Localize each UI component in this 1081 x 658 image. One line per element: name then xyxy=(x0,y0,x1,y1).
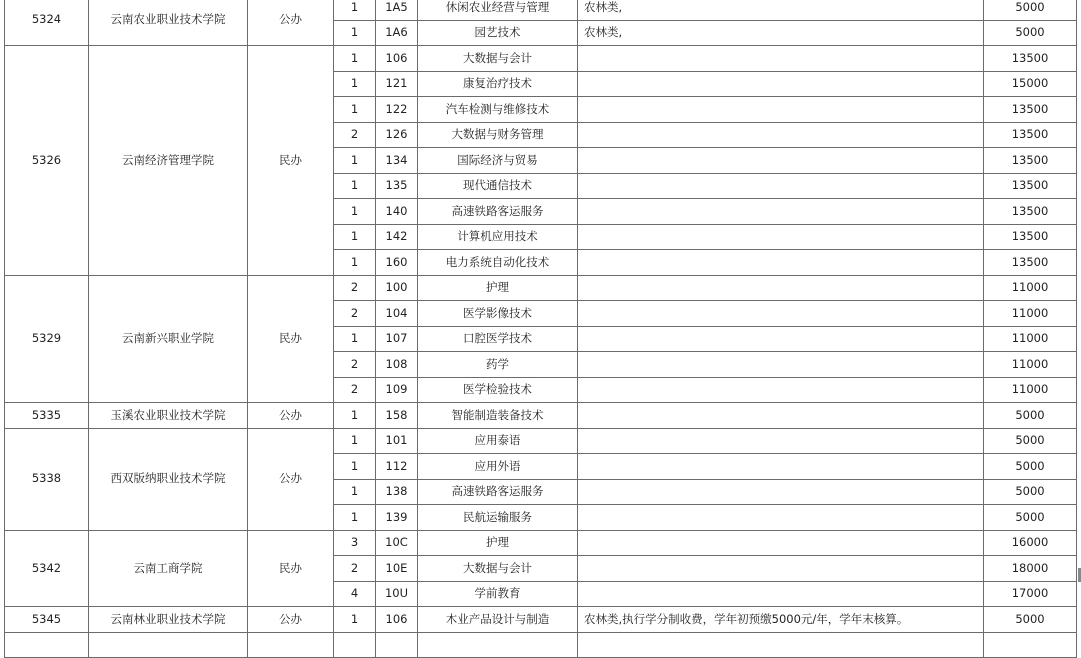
school-code-cell: 5342 xyxy=(5,530,89,607)
note-cell xyxy=(578,352,984,378)
major-code-cell: 100 xyxy=(376,275,418,301)
school-code-cell: 5326 xyxy=(5,46,89,276)
plan-count-cell: 1 xyxy=(334,326,376,352)
note-cell xyxy=(578,326,984,352)
school-name-cell xyxy=(89,632,248,658)
major-code-cell: 109 xyxy=(376,377,418,403)
fee-cell: 11000 xyxy=(984,326,1077,352)
table-row xyxy=(5,275,1077,301)
major-code-cell: 1A5 xyxy=(376,0,418,20)
note-cell xyxy=(578,122,984,148)
fee-cell: 18000 xyxy=(984,556,1077,582)
major-name-cell: 高速铁路客运服务 xyxy=(418,479,578,505)
major-name-cell: 大数据与财务管理 xyxy=(418,122,578,148)
plan-count-cell: 1 xyxy=(334,403,376,429)
note-cell xyxy=(578,556,984,582)
major-name-cell: 应用泰语 xyxy=(418,428,578,454)
fee-cell: 13500 xyxy=(984,173,1077,199)
school-name-cell: 云南经济管理学院 xyxy=(89,46,248,276)
major-code-cell xyxy=(376,632,418,658)
school-name-cell: 云南工商学院 xyxy=(89,530,248,607)
note-cell xyxy=(578,454,984,480)
major-name-cell: 药学 xyxy=(418,352,578,378)
note-cell: 农林类,执行学分制收费，学年初预缴5000元/年，学年末核算。 xyxy=(578,607,984,633)
fee-cell: 5000 xyxy=(984,403,1077,429)
major-code-cell: 142 xyxy=(376,224,418,250)
table-row xyxy=(5,530,1077,556)
fee-cell: 5000 xyxy=(984,20,1077,46)
plan-count-cell: 4 xyxy=(334,581,376,607)
school-name-cell: 西双版纳职业技术学院 xyxy=(89,428,248,530)
major-code-cell: 139 xyxy=(376,505,418,531)
school-code-cell xyxy=(5,632,89,658)
plan-count-cell: 2 xyxy=(334,377,376,403)
major-name-cell: 医学检验技术 xyxy=(418,377,578,403)
school-code-cell: 5324 xyxy=(5,0,89,46)
note-cell xyxy=(578,173,984,199)
plan-count-cell: 1 xyxy=(334,479,376,505)
major-name-cell: 学前教育 xyxy=(418,581,578,607)
major-name-cell: 现代通信技术 xyxy=(418,173,578,199)
major-name-cell: 康复治疗技术 xyxy=(418,71,578,97)
school-type-cell: 公办 xyxy=(248,428,334,530)
major-code-cell: 106 xyxy=(376,607,418,633)
school-name-cell: 云南新兴职业学院 xyxy=(89,275,248,403)
plan-count-cell: 2 xyxy=(334,352,376,378)
fee-cell: 5000 xyxy=(984,454,1077,480)
note-cell xyxy=(578,403,984,429)
fee-cell: 11000 xyxy=(984,301,1077,327)
major-code-cell: 10C xyxy=(376,530,418,556)
major-code-cell: 112 xyxy=(376,454,418,480)
plan-count-cell: 1 xyxy=(334,0,376,20)
plan-count-cell: 1 xyxy=(334,20,376,46)
admission-table xyxy=(4,0,1077,658)
plan-count-cell: 1 xyxy=(334,224,376,250)
note-cell xyxy=(578,581,984,607)
plan-count-cell: 2 xyxy=(334,556,376,582)
major-name-cell: 护理 xyxy=(418,530,578,556)
fee-cell: 5000 xyxy=(984,607,1077,633)
major-name-cell: 大数据与会计 xyxy=(418,556,578,582)
note-cell xyxy=(578,632,984,658)
school-type-cell: 民办 xyxy=(248,275,334,403)
major-name-cell: 园艺技术 xyxy=(418,20,578,46)
fee-cell: 11000 xyxy=(984,352,1077,378)
fee-cell: 16000 xyxy=(984,530,1077,556)
major-name-cell: 护理 xyxy=(418,275,578,301)
plan-count-cell: 1 xyxy=(334,199,376,225)
major-name-cell: 休闲农业经营与管理 xyxy=(418,0,578,20)
fee-cell: 5000 xyxy=(984,479,1077,505)
plan-count-cell: 1 xyxy=(334,607,376,633)
fee-cell xyxy=(984,632,1077,658)
fee-cell: 15000 xyxy=(984,71,1077,97)
note-cell xyxy=(578,530,984,556)
school-code-cell: 5338 xyxy=(5,428,89,530)
note-cell xyxy=(578,275,984,301)
note-cell: 农林类, xyxy=(578,0,984,20)
table-row xyxy=(5,428,1077,454)
school-type-cell xyxy=(248,632,334,658)
plan-count-cell: 1 xyxy=(334,97,376,123)
plan-count-cell xyxy=(334,632,376,658)
table-row xyxy=(5,46,1077,72)
fee-cell: 13500 xyxy=(984,122,1077,148)
major-code-cell: 106 xyxy=(376,46,418,72)
note-cell xyxy=(578,46,984,72)
fee-cell: 13500 xyxy=(984,148,1077,174)
fee-cell: 13500 xyxy=(984,224,1077,250)
plan-count-cell: 2 xyxy=(334,275,376,301)
major-name-cell: 汽车检测与维修技术 xyxy=(418,97,578,123)
major-code-cell: 121 xyxy=(376,71,418,97)
note-cell xyxy=(578,301,984,327)
fee-cell: 17000 xyxy=(984,581,1077,607)
major-code-cell: 1A6 xyxy=(376,20,418,46)
major-name-cell: 国际经济与贸易 xyxy=(418,148,578,174)
fee-cell: 5000 xyxy=(984,428,1077,454)
note-cell xyxy=(578,505,984,531)
school-name-cell: 云南农业职业技术学院 xyxy=(89,0,248,46)
major-name-cell: 大数据与会计 xyxy=(418,46,578,72)
fee-cell: 11000 xyxy=(984,275,1077,301)
note-cell xyxy=(578,148,984,174)
school-type-cell: 民办 xyxy=(248,46,334,276)
fee-cell: 13500 xyxy=(984,199,1077,225)
table-row xyxy=(5,0,1077,20)
school-name-cell: 云南林业职业技术学院 xyxy=(89,607,248,633)
school-type-cell: 民办 xyxy=(248,530,334,607)
note-cell xyxy=(578,479,984,505)
major-code-cell: 101 xyxy=(376,428,418,454)
major-code-cell: 10U xyxy=(376,581,418,607)
note-cell: 农林类, xyxy=(578,20,984,46)
table-row xyxy=(5,632,1077,658)
plan-count-cell: 1 xyxy=(334,505,376,531)
plan-count-cell: 1 xyxy=(334,250,376,276)
plan-count-cell: 1 xyxy=(334,46,376,72)
major-code-cell: 135 xyxy=(376,173,418,199)
fee-cell: 5000 xyxy=(984,505,1077,531)
note-cell xyxy=(578,199,984,225)
table-body xyxy=(5,0,1077,658)
school-code-cell: 5335 xyxy=(5,403,89,429)
school-type-cell: 公办 xyxy=(248,403,334,429)
school-code-cell: 5329 xyxy=(5,275,89,403)
major-name-cell: 计算机应用技术 xyxy=(418,224,578,250)
school-code-cell: 5345 xyxy=(5,607,89,633)
fee-cell: 11000 xyxy=(984,377,1077,403)
note-cell xyxy=(578,97,984,123)
plan-count-cell: 1 xyxy=(334,71,376,97)
note-cell xyxy=(578,250,984,276)
plan-count-cell: 1 xyxy=(334,454,376,480)
table-row xyxy=(5,403,1077,429)
major-name-cell: 高速铁路客运服务 xyxy=(418,199,578,225)
major-code-cell: 160 xyxy=(376,250,418,276)
major-code-cell: 10E xyxy=(376,556,418,582)
plan-count-cell: 1 xyxy=(334,148,376,174)
major-name-cell: 应用外语 xyxy=(418,454,578,480)
major-code-cell: 134 xyxy=(376,148,418,174)
note-cell xyxy=(578,428,984,454)
major-code-cell: 122 xyxy=(376,97,418,123)
note-cell xyxy=(578,377,984,403)
plan-count-cell: 1 xyxy=(334,173,376,199)
major-name-cell: 口腔医学技术 xyxy=(418,326,578,352)
plan-count-cell: 2 xyxy=(334,122,376,148)
major-code-cell: 126 xyxy=(376,122,418,148)
plan-count-cell: 3 xyxy=(334,530,376,556)
fee-cell: 13500 xyxy=(984,97,1077,123)
major-name-cell: 木业产品设计与制造 xyxy=(418,607,578,633)
plan-count-cell: 1 xyxy=(334,428,376,454)
major-code-cell: 108 xyxy=(376,352,418,378)
major-code-cell: 107 xyxy=(376,326,418,352)
major-name-cell xyxy=(418,632,578,658)
major-name-cell: 民航运输服务 xyxy=(418,505,578,531)
school-type-cell: 公办 xyxy=(248,0,334,46)
major-code-cell: 138 xyxy=(376,479,418,505)
major-name-cell: 智能制造装备技术 xyxy=(418,403,578,429)
school-type-cell: 公办 xyxy=(248,607,334,633)
plan-count-cell: 2 xyxy=(334,301,376,327)
major-code-cell: 104 xyxy=(376,301,418,327)
major-name-cell: 电力系统自动化技术 xyxy=(418,250,578,276)
fee-cell: 13500 xyxy=(984,250,1077,276)
fee-cell: 13500 xyxy=(984,46,1077,72)
note-cell xyxy=(578,71,984,97)
fee-cell: 5000 xyxy=(984,0,1077,20)
major-name-cell: 医学影像技术 xyxy=(418,301,578,327)
table-row xyxy=(5,607,1077,633)
note-cell xyxy=(578,224,984,250)
major-code-cell: 140 xyxy=(376,199,418,225)
school-name-cell: 玉溪农业职业技术学院 xyxy=(89,403,248,429)
major-code-cell: 158 xyxy=(376,403,418,429)
